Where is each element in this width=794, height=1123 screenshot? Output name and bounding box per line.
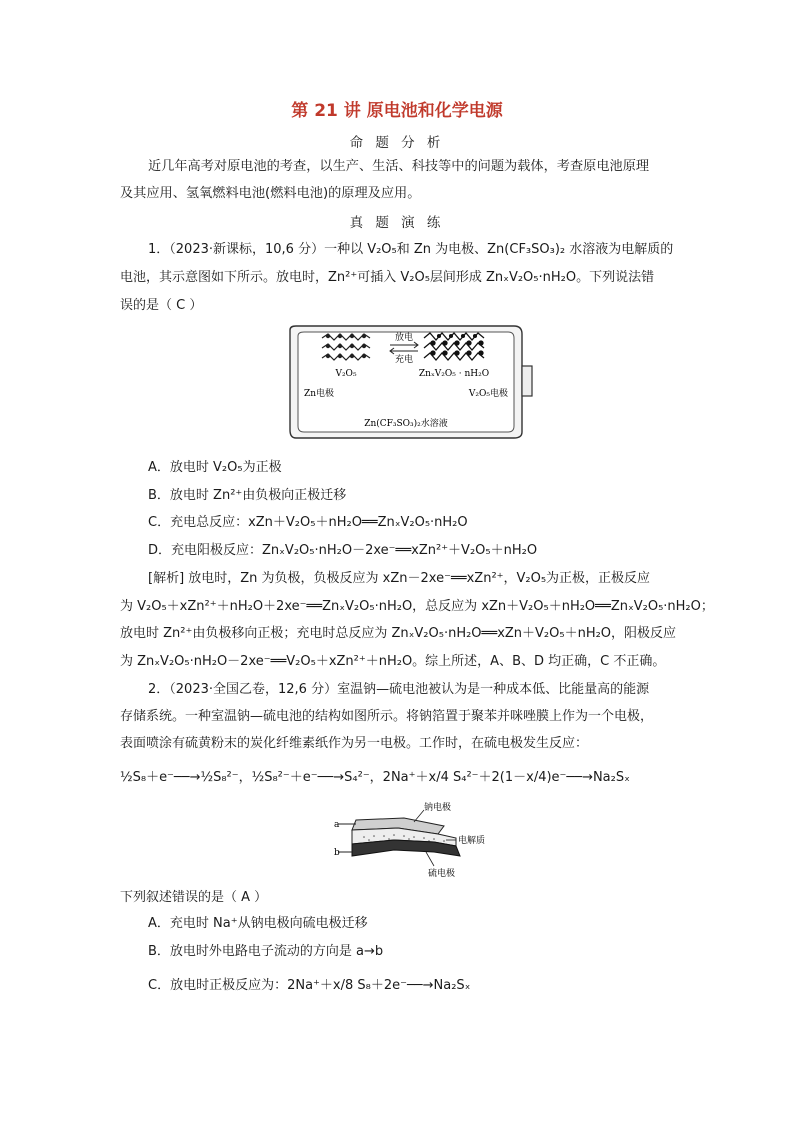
leader-sodium	[414, 810, 424, 822]
q1-analysis-line-1: [解析] 放电时，Zn 为负极，负极反应为 xZn－2xe⁻══xZn²⁺，V₂O₅为正极，正极反应	[148, 571, 651, 586]
q1-analysis-line-2: 为 V₂O₅＋xZn²⁺＋nH₂O＋2xe⁻══ZnₓV₂O₅·nH₂O，总反应为 xZn＋V₂O₅＋nH₂O══ZnₓV₂O₅·nH₂O；	[120, 599, 714, 614]
q2-line-1: 2．（2023·全国乙卷，12,6 分）室温钠—硫电池被认为是一种成本低、比能量高的能源	[148, 682, 650, 697]
section-heading-practice: 真 题 演 练	[349, 215, 445, 231]
label-b: b	[334, 848, 340, 858]
v2o5-label: V₂O₅	[335, 369, 357, 379]
q2-line-3: 表面喷涂有硫黄粉末的炭化纤维素纸作为另一电极。工作时，在硫电极发生反应：	[120, 736, 589, 751]
intro-line-1: 近几年高考对原电池的考查，以生产、生活、科技等中的问题为载体，考查原电池原理	[148, 159, 650, 174]
sodium-electrode-label: 钠电极	[424, 803, 452, 813]
discharge-label: 放电	[394, 333, 414, 343]
q2-line-2: 存储系统。一种室温钠—硫电池的结构如图所示。将钠箔置于聚苯并咪唑膜上作为一个电极，	[120, 709, 654, 724]
q1-line-3: 误的是（ C ）	[120, 298, 203, 313]
znxv2o5-label: ZnₓV₂O₅ · nH₂O	[418, 369, 490, 379]
q2-option-a: A．充电时 Na⁺从钠电极向硫电极迁移	[148, 916, 368, 931]
q2-option-c: C．放电时正极反应为：2Na⁺＋x/8 S₈＋2e⁻──→Na₂Sₓ	[148, 978, 471, 993]
page-title: 第 21 讲 原电池和化学电源	[291, 101, 503, 121]
v2o5-electrode-label: V₂O₅电极	[468, 389, 508, 399]
electrolyte-label-2: 电解质	[458, 836, 486, 846]
battery-terminal	[522, 366, 532, 396]
sulfur-electrode-label: 硫电极	[428, 869, 456, 878]
label-a: a	[334, 820, 340, 830]
leader-sulfur	[426, 852, 434, 866]
q1-analysis-line-4: 为 ZnₓV₂O₅·nH₂O－2xe⁻══V₂O₅＋xZn²⁺＋nH₂O。综上所述，A、B、D 均正确，C 不正确。	[120, 654, 666, 669]
q1-option-c: C．充电总反应：xZn＋V₂O₅＋nH₂O══ZnₓV₂O₅·nH₂O	[148, 515, 468, 530]
section-heading-analysis: 命 题 分 析	[349, 135, 445, 151]
intro-line-2: 及其应用、氢氧燃料电池(燃料电池)的原理及应用。	[120, 186, 421, 201]
electrolyte-label: Zn(CF₃SO₃)₂水溶液	[364, 419, 448, 429]
q1-option-b: B．放电时 Zn²⁺由负极向正极迁移	[148, 488, 347, 503]
q2-question: 下列叙述错误的是（ A ）	[120, 890, 268, 905]
q1-line-1: 1．（2023·新课标，10,6 分）一种以 V₂O₅和 Zn 为电极、Zn(CF₃SO₃)₂ 水溶液为电解质的	[148, 242, 674, 257]
q1-option-d: D．充电阳极反应：ZnₓV₂O₅·nH₂O－2xe⁻══xZn²⁺＋V₂O₅＋nH₂O	[148, 543, 538, 558]
zn-electrode-label: Zn电极	[304, 389, 335, 399]
q1-line-2: 电池，其示意图如下所示。放电时，Zn²⁺可插入 V₂O₅层间形成 ZnₓV₂O₅·nH₂O。下列说法错	[120, 270, 655, 285]
charge-label: 充电	[394, 355, 414, 365]
q2-option-b: B．放电时外电路电子流动的方向是 a→b	[148, 944, 384, 959]
q2-reactions: ½S₈＋e⁻──→½S₈²⁻，½S₈²⁻＋e⁻──→S₄²⁻，2Na⁺＋x/4 S₄²⁻＋2(1－x/4)e⁻──→Na₂Sₓ	[120, 770, 630, 785]
q1-option-a: A．放电时 V₂O₅为正极	[148, 460, 282, 475]
sodium-sulfur-battery-figure	[334, 800, 514, 878]
zinc-battery-figure	[286, 322, 538, 442]
q1-analysis-line-3: 放电时 Zn²⁺由负极移向正极；充电时总反应为 ZnₓV₂O₅·nH₂O══xZn＋V₂O₅＋nH₂O，阳极反应	[120, 626, 677, 641]
